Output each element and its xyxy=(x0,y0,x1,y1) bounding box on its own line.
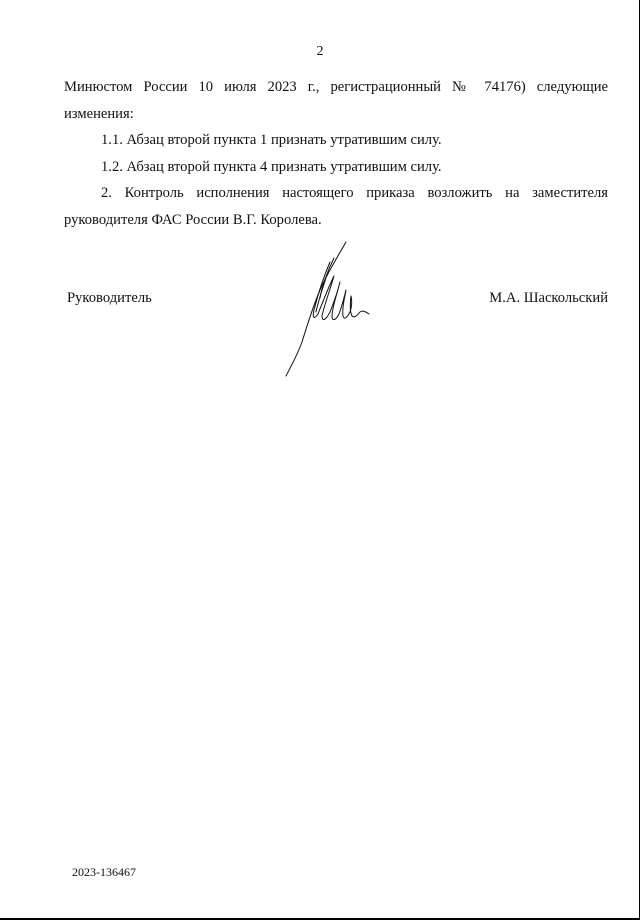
list-item: 1.2. Абзац второй пункта 4 признать утратившим силу. xyxy=(101,158,442,175)
handwritten-signature xyxy=(280,238,370,378)
paragraph-line: 2. Контроль исполнения настоящего приказа возложить на заместителя xyxy=(101,185,608,201)
paragraph-line: руководителя ФАС России В.Г. Королева. xyxy=(64,211,322,228)
document-body xyxy=(64,74,608,233)
list-item: 1.1. Абзац второй пункта 1 признать утратившим силу. xyxy=(101,132,442,148)
signatory-position: Руководитель xyxy=(67,290,152,306)
signatory-name: М.А. Шаскольский xyxy=(489,290,608,306)
page-number: 2 xyxy=(316,44,324,59)
registration-number: 2023-136467 xyxy=(72,865,136,879)
paragraph-line: изменения: xyxy=(64,105,134,122)
paragraph-line: Минюстом России 10 июля 2023 г., регистрационный № 74176) следующие xyxy=(64,79,608,95)
